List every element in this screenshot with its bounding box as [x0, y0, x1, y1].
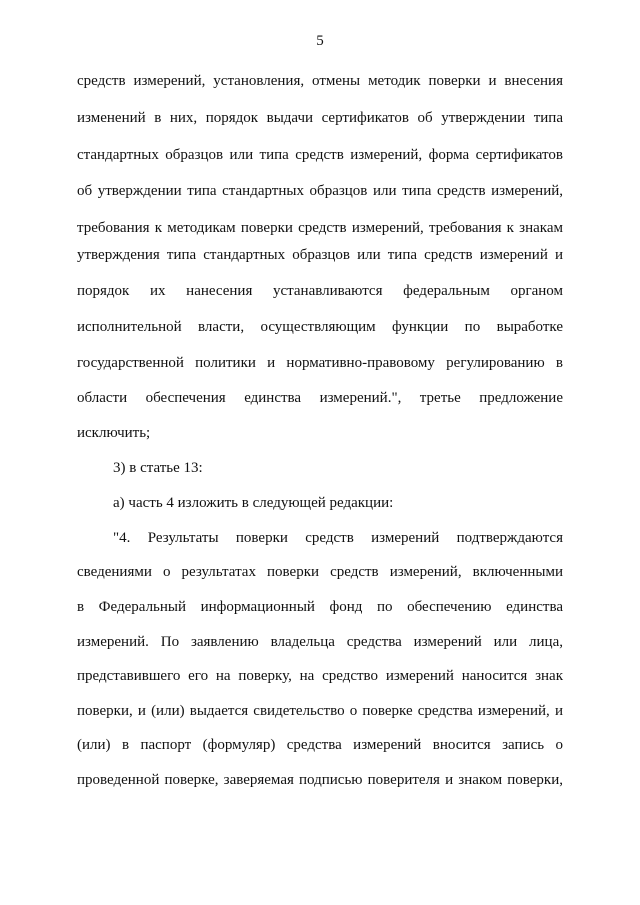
- text-line: государственной политики и нормативно-правовому регулированию в: [77, 355, 563, 371]
- text-line: об утверждении типа стандартных образцов или типа средств измерений,: [77, 183, 563, 199]
- section-heading: 3) в статье 13:: [113, 460, 203, 476]
- text-line: поверки, и (или) выдается свидетельство о поверке средства измерений, и: [77, 703, 563, 719]
- text-line: сведениями о результатах поверки средств измерений, включенными: [77, 564, 563, 580]
- text-line: требования к методикам поверки средств измерений, требования к знакам: [77, 220, 563, 236]
- text-line: порядок их нанесения устанавливаются федеральным органом: [77, 283, 563, 299]
- text-line: стандартных образцов или типа средств измерений, форма сертификатов: [77, 147, 563, 163]
- text-line: средств измерений, установления, отмены методик поверки и внесения: [77, 73, 563, 89]
- subsection-heading: а) часть 4 изложить в следующей редакции:: [113, 495, 394, 511]
- text-line: изменений в них, порядок выдачи сертификатов об утверждении типа: [77, 110, 563, 126]
- text-line: "4. Результаты поверки средств измерений подтверждаются: [113, 530, 563, 546]
- text-line: проведенной поверке, заверяемая подписью поверителя и знаком поверки,: [77, 772, 563, 788]
- text-line: исполнительной власти, осуществляющим функции по выработке: [77, 319, 563, 335]
- text-line: (или) в паспорт (формуляр) средства измерений вносится запись о: [77, 737, 563, 753]
- text-line: области обеспечения единства измерений.", третье предложение: [77, 390, 563, 406]
- text-line: представившего его на поверку, на средство измерений наносится знак: [77, 668, 563, 684]
- text-line: исключить;: [77, 425, 151, 441]
- page-number: 5: [316, 33, 324, 49]
- text-line: в Федеральный информационный фонд по обеспечению единства: [77, 599, 563, 615]
- text-line: утверждения типа стандартных образцов или типа средств измерений и: [77, 247, 563, 263]
- text-line: измерений. По заявлению владельца средства измерений или лица,: [77, 634, 563, 650]
